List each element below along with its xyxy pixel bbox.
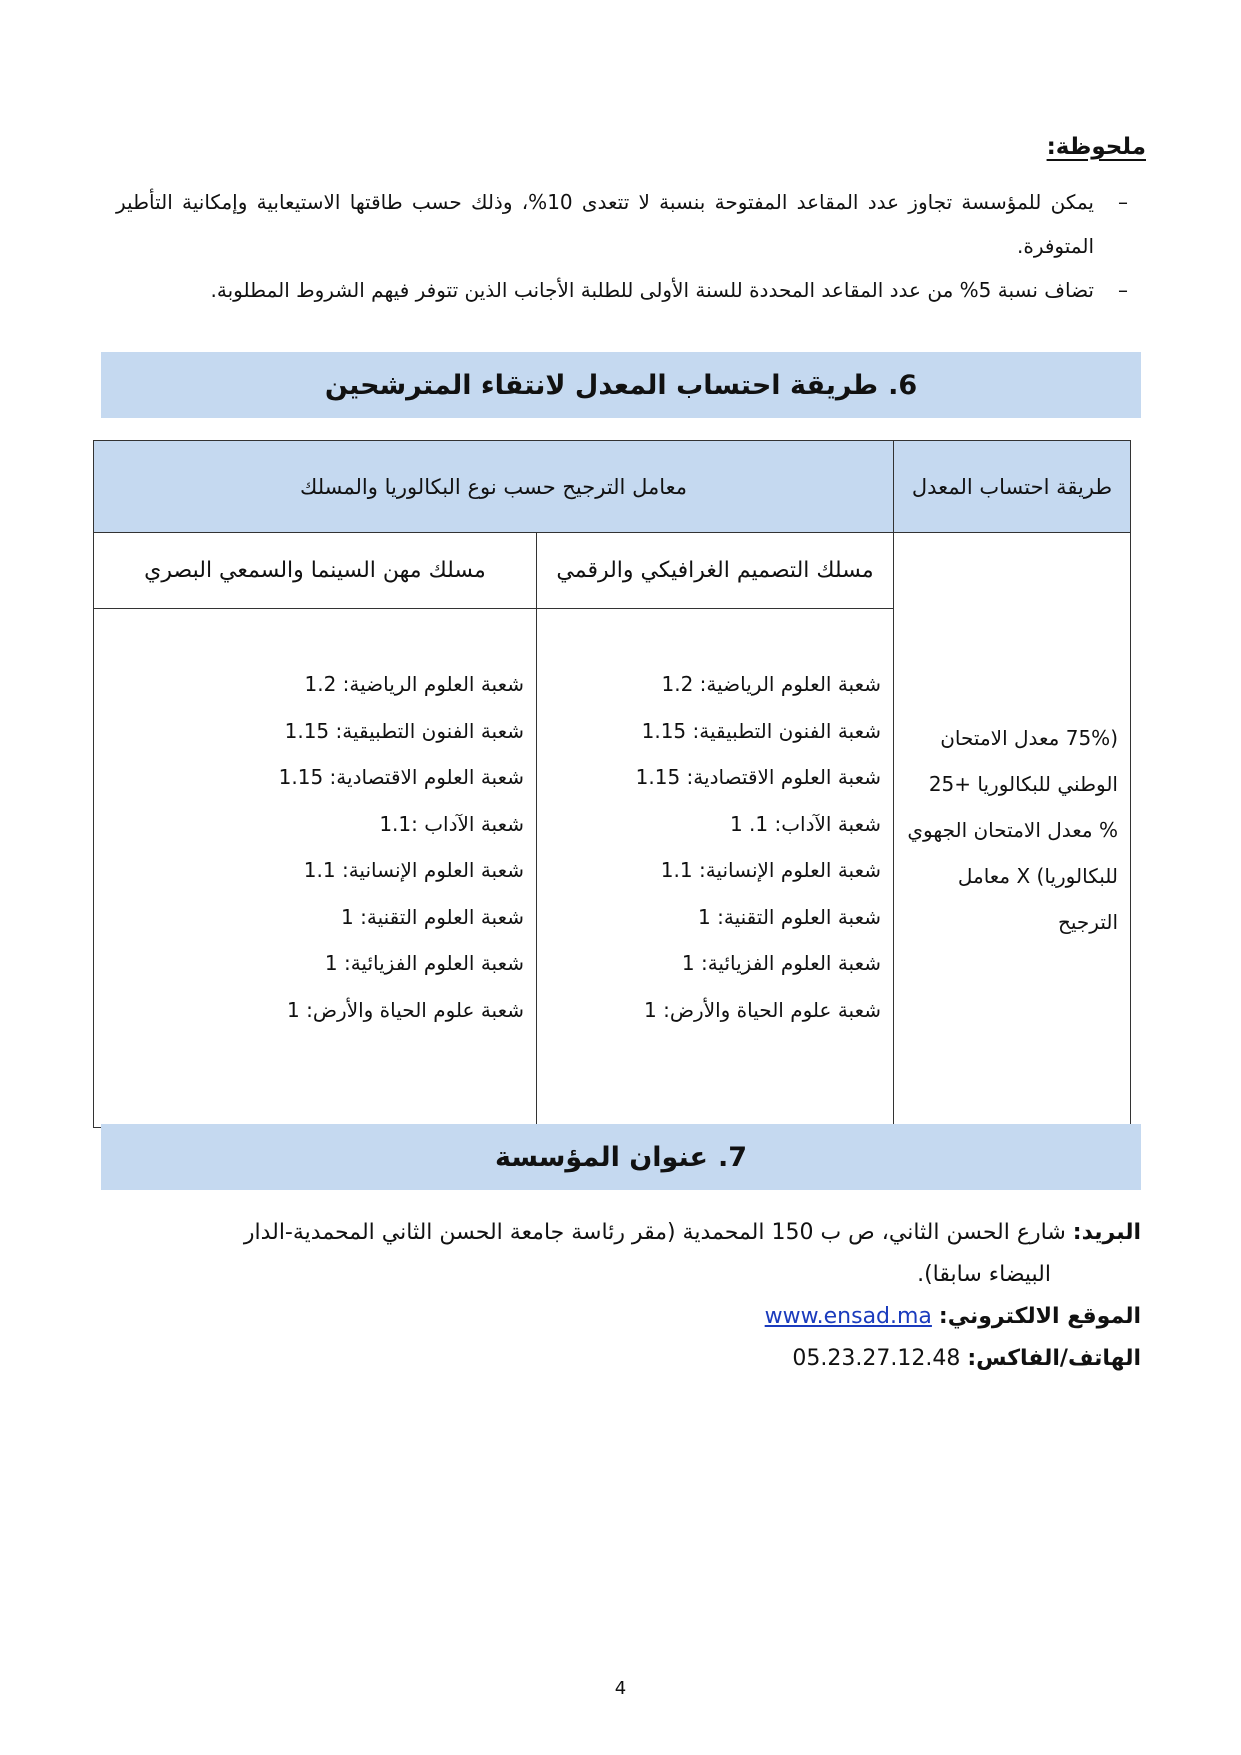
mail-address: شارع الحسن الثاني، ص ب 150 المحمدية (مقر رئاسة جامعة الحسن الثاني المحمدية-الدار	[243, 1220, 1066, 1245]
coef-item: شعبة علوم الحياة والأرض: 1	[644, 997, 881, 1022]
note-list	[116, 180, 1146, 312]
note-item-text: تضاف نسبة 5% من عدد المقاعد المحددة للسنة الأولى للطلبة الأجانب الذين تتوفر فيهم الشروط المطلوبة.	[210, 278, 1094, 302]
cinema-coefficients	[94, 609, 537, 1128]
coef-item: شعبة العلوم التقنية: 1	[698, 904, 881, 929]
method-header: طريقة احتساب المعدل	[894, 441, 1131, 533]
dash-bullet: –	[1118, 278, 1128, 302]
phone-number: 05.23.27.12.48	[792, 1346, 961, 1371]
note-item	[116, 268, 1146, 312]
coef-item: شعبة العلوم الفزيائية: 1	[324, 951, 524, 975]
average-calculation-table	[93, 440, 1131, 1128]
track-cinema-header: مسلك مهن السينما والسمعي البصري	[94, 533, 537, 609]
method-formula: (75% معدل الامتحان الوطني للبكالوريا +25 % معدل الامتحان الجهوي للبكالوريا) X معامل الترجيح	[894, 533, 1131, 1128]
website-label: الموقع الالكتروني:	[938, 1304, 1141, 1329]
coef-item: شعبة العلوم الرياضية: 1.2	[661, 672, 881, 696]
page-number: 4	[614, 1678, 627, 1699]
coef-item: شعبة العلوم الرياضية: 1.2	[304, 672, 524, 696]
phone-line	[111, 1338, 1141, 1380]
section-title: طريقة احتساب المعدل لانتقاء المترشحين	[324, 369, 879, 401]
section-title: عنوان المؤسسة	[495, 1141, 708, 1173]
phone-label: الهاتف/الفاكس:	[967, 1346, 1141, 1371]
section-heading-6	[101, 352, 1141, 418]
coef-item: شعبة الآداب: 1. 1	[729, 811, 881, 836]
coef-item: شعبة العلوم التقنية: 1	[341, 904, 524, 929]
coef-item: شعبة الفنون التطبيقية: 1.15	[284, 718, 524, 743]
coef-item: شعبة العلوم الاقتصادية: 1.15	[278, 765, 524, 789]
note-title: ملحوظة:	[1046, 134, 1146, 160]
coef-item: شعبة الآداب :1.1	[379, 811, 524, 836]
track-graphic-header: مسلك التصميم الغرافيكي والرقمي	[537, 533, 894, 609]
coefficient-header: معامل الترجيح حسب نوع البكالوريا والمسلك	[94, 441, 894, 533]
graphic-coefficients	[537, 609, 894, 1128]
cinema-coef-list	[104, 661, 524, 1033]
section-number: 6.	[888, 369, 918, 401]
dash-bullet: –	[1118, 190, 1128, 214]
coef-item: شعبة العلوم الإنسانية: 1.1	[660, 858, 881, 882]
website-line	[111, 1296, 1141, 1338]
coef-item: شعبة العلوم الإنسانية: 1.1	[303, 858, 524, 882]
address-block	[111, 1212, 1141, 1380]
section-heading-7	[101, 1124, 1141, 1190]
mail-line	[111, 1212, 1141, 1254]
section-number: 7.	[717, 1141, 747, 1173]
note-item	[116, 180, 1146, 268]
coef-item: شعبة العلوم الاقتصادية: 1.15	[635, 765, 881, 789]
coef-item: شعبة علوم الحياة والأرض: 1	[287, 997, 524, 1022]
note-item-text: يمكن للمؤسسة تجاوز عدد المقاعد المفتوحة بنسبة لا تتعدى 10%، وذلك حسب طاقتها الاستيعابية وإمكانية التأطير المتوفرة.	[116, 190, 1094, 258]
graphic-coef-list	[547, 661, 881, 1033]
coef-item: شعبة العلوم الفزيائية: 1	[681, 951, 881, 975]
mail-label: البريد:	[1072, 1220, 1141, 1245]
coef-item: شعبة الفنون التطبيقية: 1.15	[641, 718, 881, 743]
website-link[interactable]: www.ensad.ma	[764, 1304, 932, 1329]
mail-line-continued: البيضاء سابقا).	[917, 1262, 1051, 1287]
